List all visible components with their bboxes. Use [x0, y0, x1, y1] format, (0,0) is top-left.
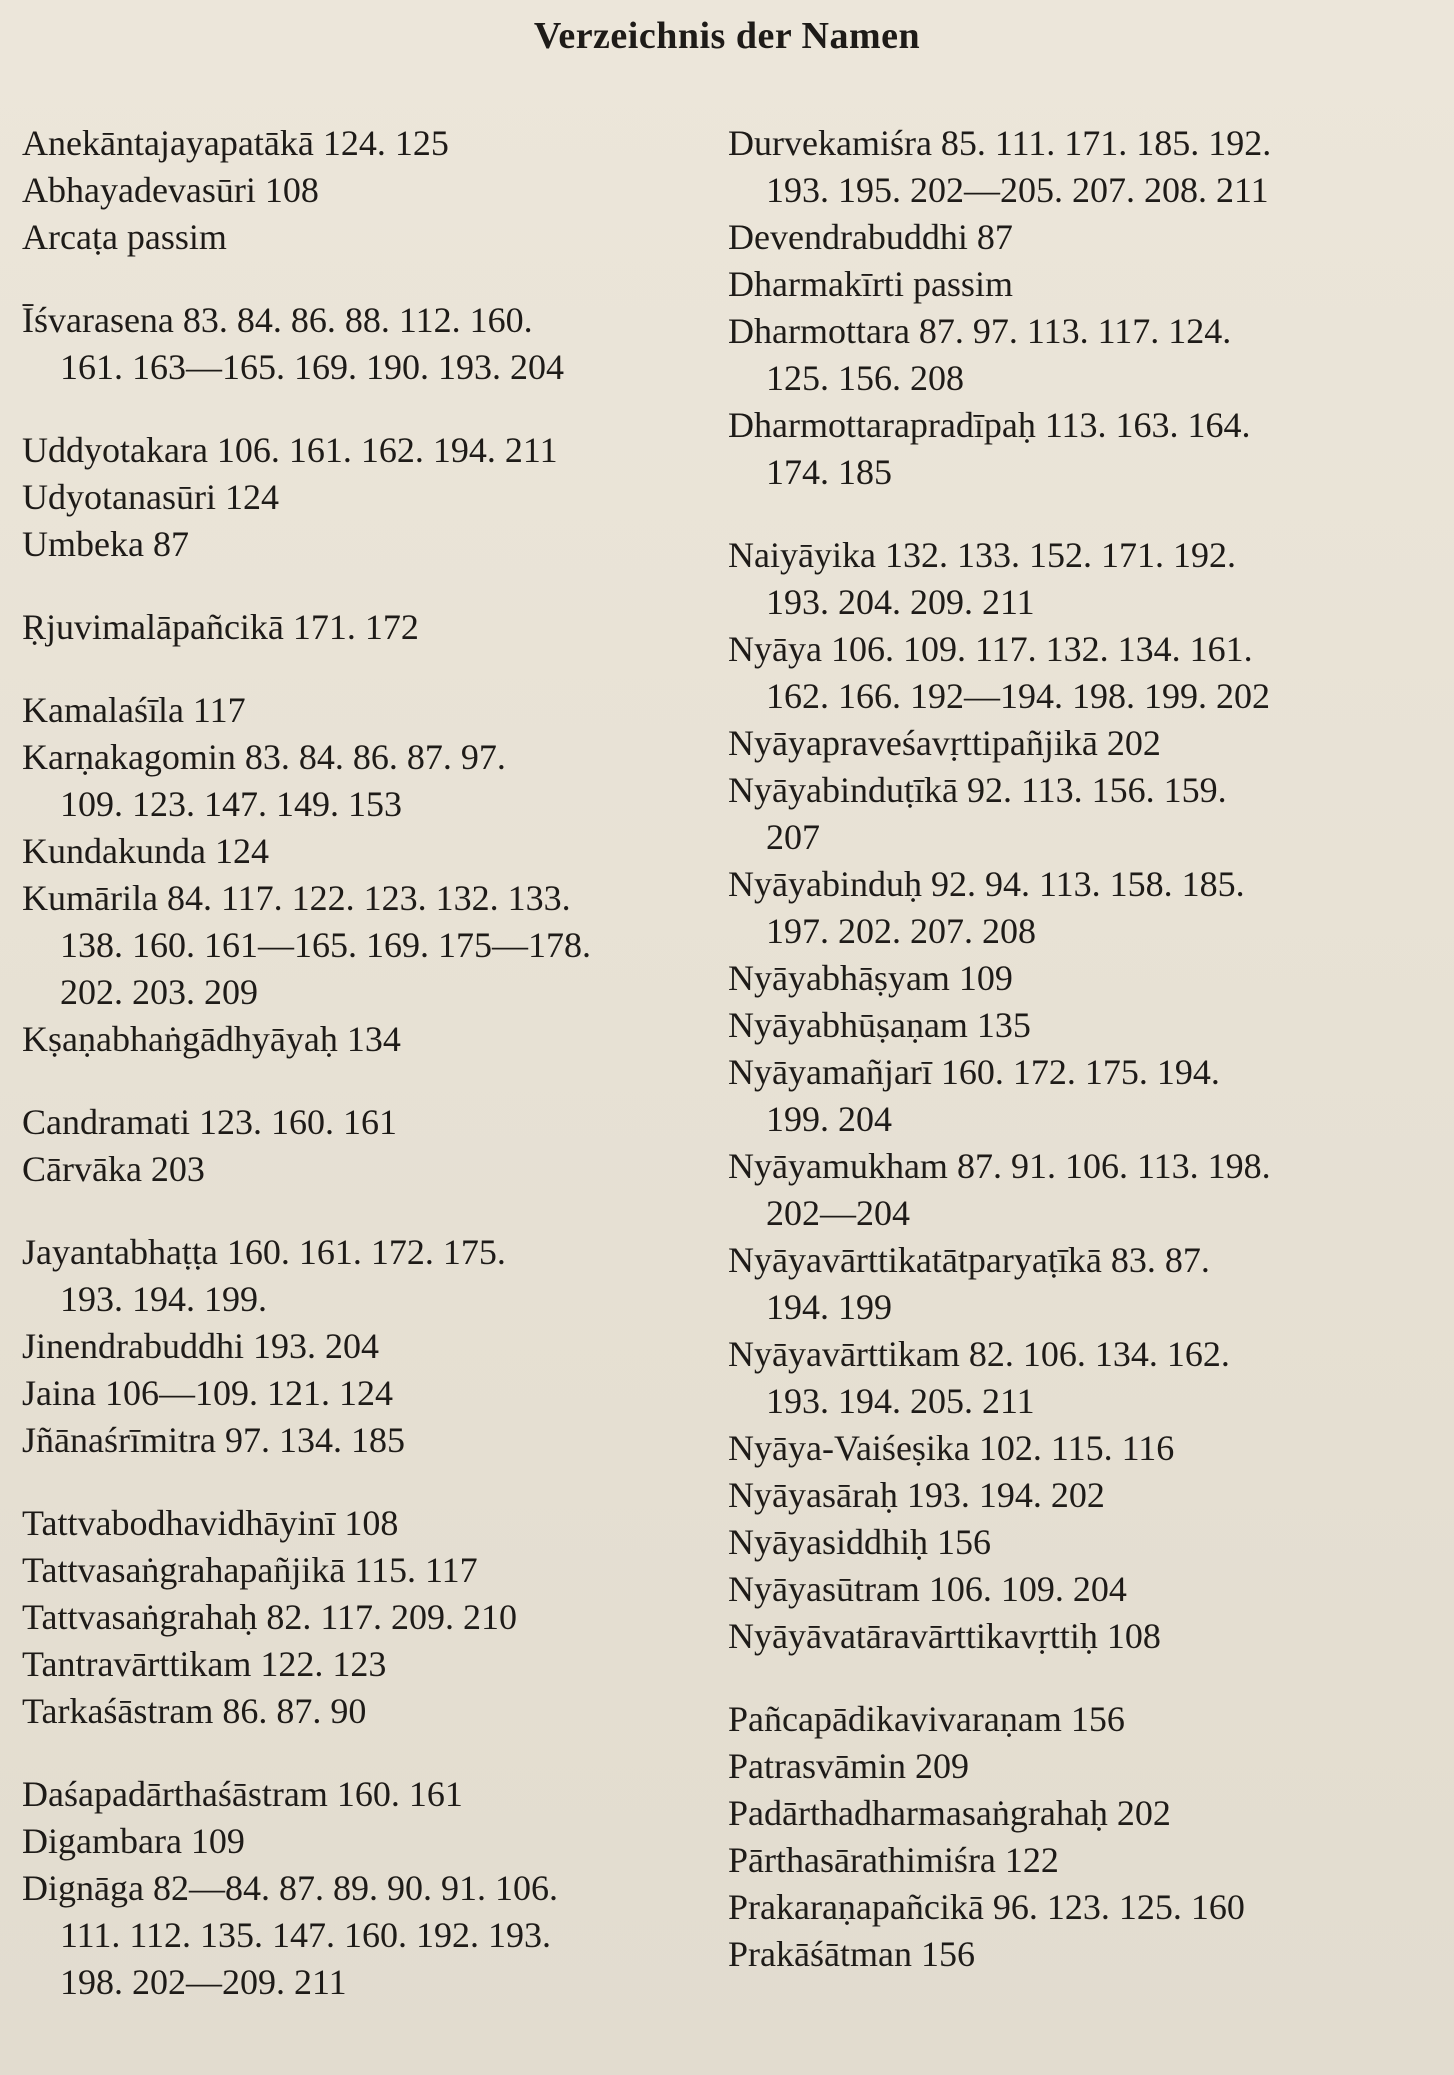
section-gap — [22, 1464, 712, 1500]
index-entry-line: Candramati 123. 160. 161 — [22, 1102, 397, 1142]
index-entry — [22, 1146, 712, 1193]
index-entry — [22, 1099, 712, 1146]
index-entry-line: Jaina 106—109. 121. 124 — [22, 1373, 393, 1413]
index-entry-line: Nyāyasiddhiḥ 156 — [728, 1522, 991, 1562]
index-entry — [728, 861, 1428, 955]
index-entry-line: Nyāyavārttikatātparyaṭīkā 83. 87. — [728, 1240, 1210, 1280]
index-entry-continuation: 202—204 — [766, 1193, 910, 1233]
index-entry — [728, 1566, 1428, 1613]
index-entry — [22, 427, 712, 474]
index-entry — [22, 734, 712, 828]
index-entry — [22, 1641, 712, 1688]
index-entry — [22, 474, 712, 521]
index-entry — [728, 1143, 1428, 1237]
index-entry-continuation: 109. 123. 147. 149. 153 — [60, 784, 402, 824]
index-entry-line: Nyāyasāraḥ 193. 194. 202 — [728, 1475, 1105, 1515]
index-entry-continuation: 193. 195. 202—205. 207. 208. 211 — [766, 170, 1269, 210]
index-column-left — [22, 120, 712, 2006]
index-entry — [22, 1370, 712, 1417]
index-entry — [728, 626, 1428, 720]
index-entry-line: Jñānaśrīmitra 97. 134. 185 — [22, 1420, 405, 1460]
index-entry-line: Dharmottara 87. 97. 113. 117. 124. — [728, 311, 1232, 351]
index-entry — [22, 167, 712, 214]
index-entry-line: Nyāyabinduṭīkā 92. 113. 156. 159. — [728, 770, 1227, 810]
section-gap — [22, 651, 712, 687]
index-entry-line: Pañcapādikavivaraṇam 156 — [728, 1699, 1125, 1739]
index-entry — [728, 1837, 1428, 1884]
index-entry — [728, 261, 1428, 308]
index-entry — [22, 687, 712, 734]
index-entry-line: Nyāyapraveśavṛttipañjikā 202 — [728, 723, 1161, 763]
index-entry-line: Karṇakagomin 83. 84. 86. 87. 97. — [22, 737, 506, 777]
index-entry-line: Jayantabhaṭṭa 160. 161. 172. 175. — [22, 1232, 506, 1272]
index-entry-line: Kumārila 84. 117. 122. 123. 132. 133. — [22, 878, 571, 918]
index-entry-line: Daśapadārthaśāstram 160. 161 — [22, 1774, 463, 1814]
section-gap — [728, 496, 1428, 532]
section-gap — [22, 391, 712, 427]
index-entry — [22, 1229, 712, 1323]
section-gap — [22, 1063, 712, 1099]
index-entry-line: Cārvāka 203 — [22, 1149, 205, 1189]
index-entry — [22, 1016, 712, 1063]
index-entry-continuation: 193. 194. 205. 211 — [766, 1381, 1035, 1421]
index-entry — [22, 1818, 712, 1865]
index-entry — [728, 1049, 1428, 1143]
section-gap — [22, 1193, 712, 1229]
index-entry-line: Abhayadevasūri 108 — [22, 170, 319, 210]
index-entry — [728, 1696, 1428, 1743]
index-entry-line: Nyāyamukham 87. 91. 106. 113. 198. — [728, 1146, 1271, 1186]
index-entry-line: Kamalaśīla 117 — [22, 690, 246, 730]
index-entry-line: Umbeka 87 — [22, 524, 189, 564]
index-entry-line: Tattvabodhavidhāyinī 108 — [22, 1503, 399, 1543]
index-entry — [728, 1743, 1428, 1790]
index-entry-line: Ṛjuvimalāpañcikā 171. 172 — [22, 607, 419, 647]
index-entry-continuation: 198. 202—209. 211 — [60, 1962, 347, 2002]
index-column-right — [728, 120, 1428, 1978]
index-entry-line: Prakāśātman 156 — [728, 1934, 975, 1974]
index-entry-continuation: 125. 156. 208 — [766, 358, 964, 398]
index-entry — [22, 1865, 712, 2006]
index-entry-continuation: 197. 202. 207. 208 — [766, 911, 1036, 951]
index-entry-line: Tantravārttikam 122. 123 — [22, 1644, 387, 1684]
index-entry — [22, 1500, 712, 1547]
index-entry-line: Jinendrabuddhi 193. 204 — [22, 1326, 379, 1366]
index-entry — [22, 1771, 712, 1818]
index-entry-line: Anekāntajayapatākā 124. 125 — [22, 123, 449, 163]
index-entry — [728, 1425, 1428, 1472]
index-entry — [728, 1331, 1428, 1425]
index-entry-continuation: 193. 194. 199. — [60, 1279, 267, 1319]
index-entry-continuation: 161. 163—165. 169. 190. 193. 204 — [60, 347, 564, 387]
index-entry — [728, 120, 1428, 214]
index-entry-continuation: 162. 166. 192—194. 198. 199. 202 — [766, 676, 1270, 716]
index-entry — [728, 720, 1428, 767]
index-entry-continuation: 202. 203. 209 — [60, 972, 258, 1012]
index-entry-line: Uddyotakara 106. 161. 162. 194. 211 — [22, 430, 558, 470]
index-entry — [22, 1547, 712, 1594]
index-entry-line: Nyāyāvatāravārttikavṛttiḥ 108 — [728, 1616, 1161, 1656]
index-entry-continuation: 111. 112. 135. 147. 160. 192. 193. — [60, 1915, 551, 1955]
index-entry-line: Kundakunda 124 — [22, 831, 269, 871]
index-entry-line: Tarkaśāstram 86. 87. 90 — [22, 1691, 367, 1731]
index-entry — [728, 214, 1428, 261]
index-entry-line: Kṣaṇabhaṅgādhyāyaḥ 134 — [22, 1019, 401, 1059]
index-entry-line: Dharmakīrti passim — [728, 264, 1013, 304]
index-entry — [22, 875, 712, 1016]
index-entry-continuation: 174. 185 — [766, 452, 892, 492]
index-entry-line: Tattvasaṅgrahapañjikā 115. 117 — [22, 1550, 478, 1590]
section-gap — [22, 568, 712, 604]
index-entry-line: Nyāyavārttikam 82. 106. 134. 162. — [728, 1334, 1230, 1374]
index-entry — [728, 1884, 1428, 1931]
index-entry — [728, 1790, 1428, 1837]
index-entry-line: Pārthasārathimiśra 122 — [728, 1840, 1059, 1880]
index-entry-continuation: 138. 160. 161—165. 169. 175—178. — [60, 925, 591, 965]
index-entry-continuation: 199. 204 — [766, 1099, 892, 1139]
index-entry — [728, 402, 1428, 496]
index-entry — [22, 604, 712, 651]
index-entry-line: Nyāya 106. 109. 117. 132. 134. 161. — [728, 629, 1253, 669]
section-gap — [22, 261, 712, 297]
index-entry — [22, 1688, 712, 1735]
index-entry-line: Nyāyasūtram 106. 109. 204 — [728, 1569, 1127, 1609]
index-entry-line: Padārthadharmasaṅgrahaḥ 202 — [728, 1793, 1171, 1833]
index-entry-line: Naiyāyika 132. 133. 152. 171. 192. — [728, 535, 1236, 575]
index-entry-line: Īśvarasena 83. 84. 86. 88. 112. 160. — [22, 300, 533, 340]
index-entry-line: Nyāyabhāṣyam 109 — [728, 958, 1013, 998]
index-entry-line: Durvekamiśra 85. 111. 171. 185. 192. — [728, 123, 1272, 163]
section-gap — [728, 1660, 1428, 1696]
index-entry-line: Arcaṭa passim — [22, 217, 227, 257]
index-entry-line: Udyotanasūri 124 — [22, 477, 279, 517]
index-entry — [728, 955, 1428, 1002]
index-entry — [728, 1002, 1428, 1049]
index-entry-line: Patrasvāmin 209 — [728, 1746, 969, 1786]
index-entry — [728, 532, 1428, 626]
index-entry — [22, 1594, 712, 1641]
section-gap — [22, 1735, 712, 1771]
index-entry-line: Devendrabuddhi 87 — [728, 217, 1013, 257]
index-entry — [22, 214, 712, 261]
index-entry — [22, 828, 712, 875]
index-entry — [728, 1613, 1428, 1660]
index-entry — [728, 767, 1428, 861]
index-entry — [728, 308, 1428, 402]
index-entry-line: Nyāyamañjarī 160. 172. 175. 194. — [728, 1052, 1220, 1092]
page-title: Verzeichnis der Namen — [533, 15, 921, 57]
index-entry-line: Digambara 109 — [22, 1821, 245, 1861]
index-entry-line: Nyāya-Vaiśeṣika 102. 115. 116 — [728, 1428, 1175, 1468]
index-entry-continuation: 207 — [766, 817, 820, 857]
index-entry — [22, 120, 712, 167]
index-entry-continuation: 194. 199 — [766, 1287, 892, 1327]
index-entry-line: Nyāyabhūṣaṇam 135 — [728, 1005, 1031, 1045]
index-entry — [728, 1237, 1428, 1331]
index-entry — [22, 1323, 712, 1370]
index-entry-line: Tattvasaṅgrahaḥ 82. 117. 209. 210 — [22, 1597, 518, 1637]
index-entry-line: Nyāyabinduḥ 92. 94. 113. 158. 185. — [728, 864, 1245, 904]
index-entry-line: Dharmottarapradīpaḥ 113. 163. 164. — [728, 405, 1251, 445]
index-entry — [22, 297, 712, 391]
index-entry — [22, 521, 712, 568]
index-entry — [728, 1472, 1428, 1519]
index-entry — [22, 1417, 712, 1464]
index-entry-line: Prakaraṇapañcikā 96. 123. 125. 160 — [728, 1887, 1245, 1927]
index-entry — [728, 1931, 1428, 1978]
index-entry-continuation: 193. 204. 209. 211 — [766, 582, 1035, 622]
index-entry-line: Dignāga 82—84. 87. 89. 90. 91. 106. — [22, 1868, 558, 1908]
index-entry — [728, 1519, 1428, 1566]
